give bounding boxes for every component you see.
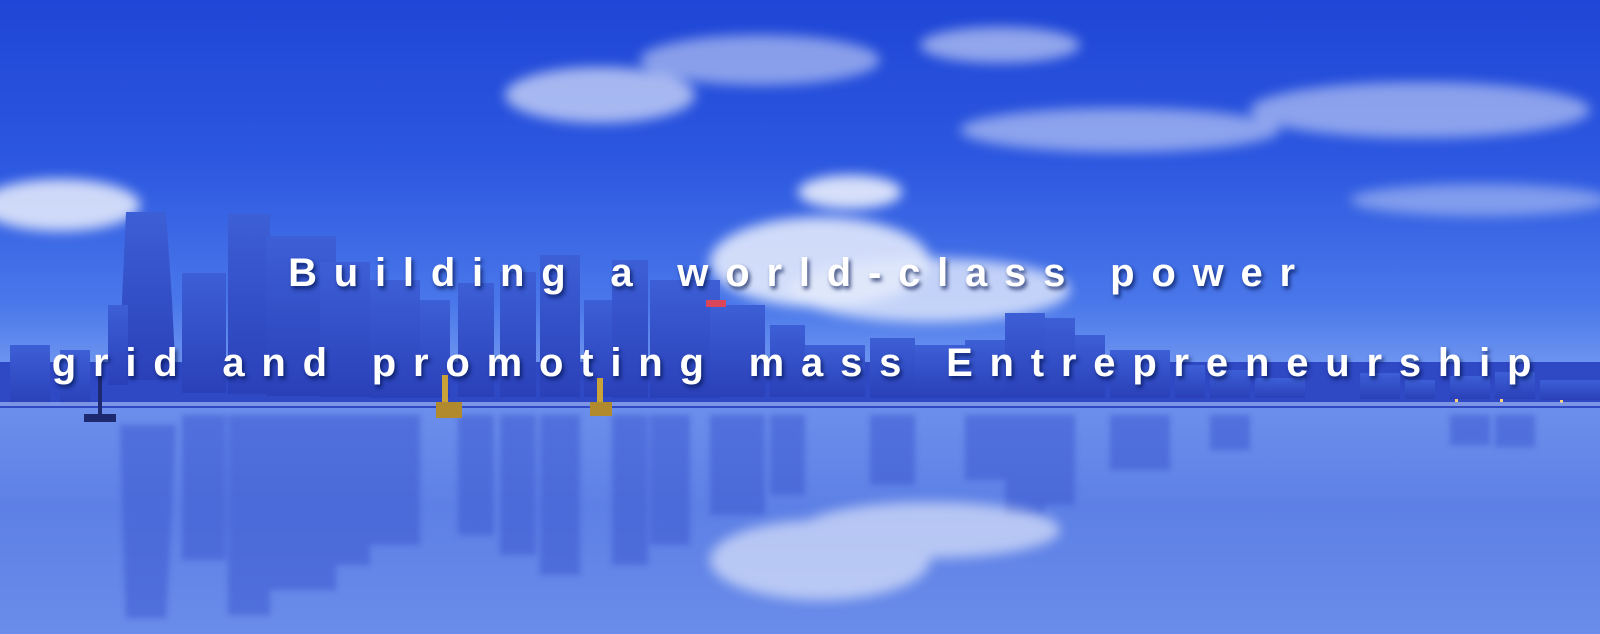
headline-line-2: grid and promoting mass Entrepreneurship [51,341,1549,385]
headline-line-1: Building a world-class power [288,251,1312,295]
banner-headline [0,228,1600,408]
cloud-reflection [710,502,1060,600]
